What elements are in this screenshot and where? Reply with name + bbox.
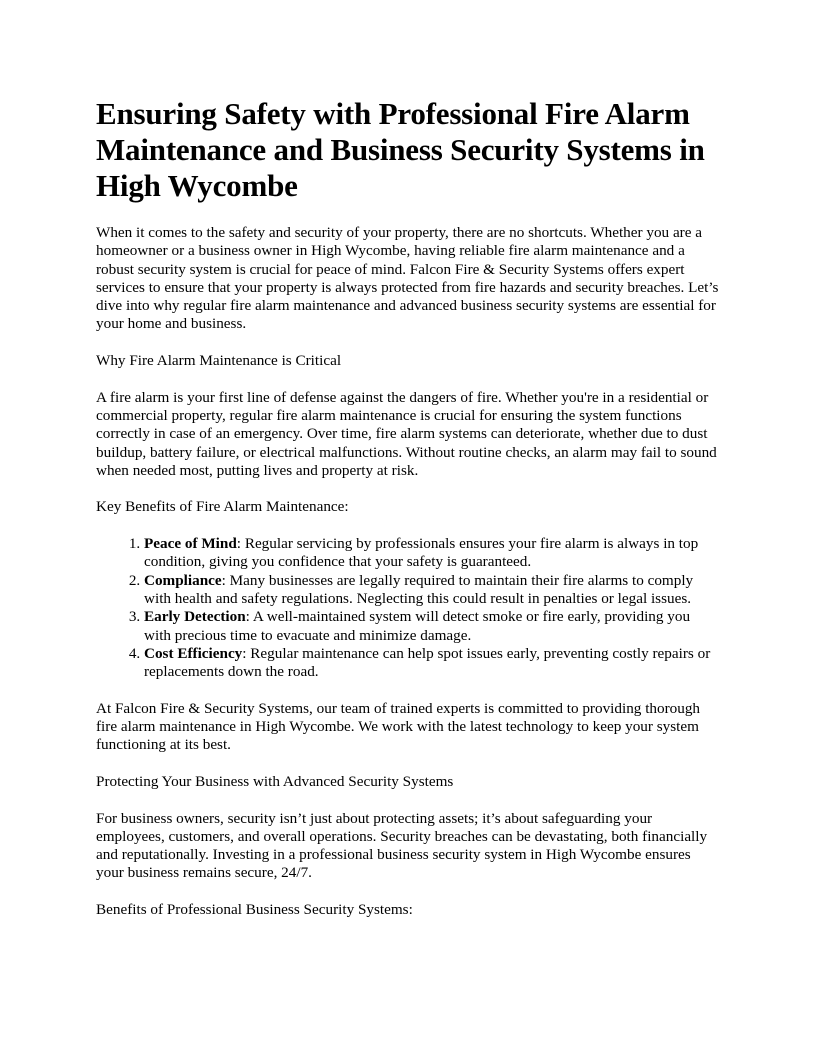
- section-heading-security: Protecting Your Business with Advanced Security Systems: [96, 772, 454, 790]
- list-item-text: : A well-maintained system will detect smoke or fire early, providing you with precious time to evacuate and minimize damage.: [144, 608, 691, 644]
- benefits-heading: Key Benefits of Fire Alarm Maintenance:: [96, 498, 349, 516]
- page-title: Ensuring Safety with Professional Fire Alarm Maintenance and Business Security Systems in High Wycombe: [96, 96, 705, 203]
- list-item: [144, 608, 720, 645]
- falcon-paragraph: At Falcon Fire & Security Systems, our team of trained experts is committed to providing thorough fire alarm maintenance in High Wycombe. We work with the latest technology to keep your system functioning at its best.: [96, 699, 701, 754]
- list-item-term: Cost Efficiency: [144, 644, 243, 662]
- list-item-term: Early Detection: [144, 608, 246, 626]
- list-item: [144, 645, 720, 682]
- list-item-text: : Regular maintenance can help spot issues early, preventing costly repairs or replacements down the road.: [144, 644, 711, 681]
- security-paragraph: For business owners, security isn’t just about protecting assets; it’s about safeguarding your employees, customers, and overall operations. Security breaches can be devastating, both financially and reputationally. Investing in a professional business security system in High Wycombe ensures your business remains secure, 24/7.: [96, 809, 708, 882]
- list-item: [144, 572, 720, 609]
- benefits-list: [96, 535, 720, 681]
- document-page: [96, 96, 720, 938]
- section-heading-fire-alarm: Why Fire Alarm Maintenance is Critical: [96, 352, 342, 370]
- fire-alarm-paragraph: A fire alarm is your first line of defense against the dangers of fire. Whether you're in a residential or commercial property, regular fire alarm maintenance is crucial for ensuring the system functions correctly in case of an emergency. Over time, fire alarm systems can deteriorate, whether due to dust buildup, battery failure, or electrical malfunctions. Without routine checks, an alarm may fail to sound when needed most, putting lives and property at risk.: [96, 388, 717, 479]
- list-item-text: : Regular servicing by professionals ensures your fire alarm is always in top condition, giving you confidence that your safety is guaranteed.: [144, 535, 699, 571]
- list-item-term: Compliance: [144, 571, 222, 589]
- list-item-text: : Many businesses are legally required to maintain their fire alarms to comply with health and safety regulations. Neglecting this could result in penalties or legal issues.: [144, 571, 694, 607]
- list-item-term: Peace of Mind: [144, 535, 237, 553]
- list-item: [144, 535, 720, 572]
- intro-paragraph: When it comes to the safety and security of your property, there are no shortcuts. Whether you are a homeowner or a business owner in High Wycombe, having reliable fire alarm maintenance and a robust security system is crucial for peace of mind. Falcon Fire & Security Systems offers expert services to ensure that your property is always protected from fire hazards and security breaches. Let’s dive into why regular fire alarm maintenance and advanced business security systems are essential for your home and business.: [96, 224, 719, 333]
- security-benefits-heading: Benefits of Professional Business Security Systems:: [96, 900, 413, 918]
